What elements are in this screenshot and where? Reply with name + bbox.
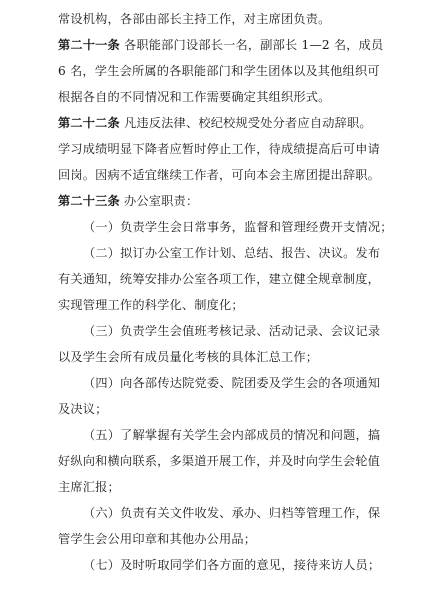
- document-page: [58, 6, 393, 578]
- text-line-11: 有关通知，统筹安排办公室各项工作，建立健全规章制度，: [58, 272, 381, 286]
- text-line-19: 主席汇报；: [58, 480, 120, 494]
- article-21-line: 第二十一条 各职能部门设部长一名，副部长 1—2 名，成员: [58, 38, 384, 52]
- article-21-title: 第二十一条: [58, 38, 120, 52]
- text-line-16: 及决议；: [58, 402, 108, 416]
- duty-item-2: （二）拟订办公室工作计划、总结、报告、决议。发布: [83, 246, 381, 260]
- duty-item-3: （三）负责学生会值班考核记录、活动记录、会议记录: [83, 324, 381, 338]
- text-line-6: 学习成绩明显下降者应暂时停止工作，待成绩提高后可申请: [58, 142, 381, 156]
- text-line-4: 根据各自的不同情况和工作需要确定其组织形式。: [58, 90, 331, 104]
- duty-item-7: （七）及时听取同学们各方面的意见，接待来访人员；: [83, 558, 381, 572]
- article-23-line: 第二十三条 办公室职责：: [58, 194, 199, 208]
- duty-item-5: （五）了解掌握有关学生会内部成员的情况和问题，搞: [83, 428, 381, 442]
- text-line-3: 6 名，学生会所属的各职能部门和学生团体以及其他组织可: [58, 64, 380, 78]
- article-22-title: 第二十二条: [58, 116, 120, 130]
- text-line-14: 以及学生会所有成员量化考核的具体汇总工作；: [58, 350, 319, 364]
- text-line-18: 好纵向和横向联系，多渠道开展工作，并及时向学生会轮值: [58, 454, 381, 468]
- duty-item-1: （一）负责学生会日常事务，监督和管理经费开支情况；: [83, 220, 393, 234]
- duty-item-4: （四）向各部传达院党委、院团委及学生会的各项通知: [83, 376, 381, 390]
- article-22-line: 第二十二条 凡违反法律、校纪校规受处分者应自动辞职。: [58, 116, 372, 130]
- article-23-title: 第二十三条: [58, 194, 120, 208]
- text-line-7: 回岗。因病不适宜继续工作者，可向本会主席团提出辞职。: [58, 168, 381, 182]
- text-line-12: 实现管理工作的科学化、制度化；: [58, 298, 244, 312]
- text-line-21: 管学生会公用印章和其他办公用品；: [58, 532, 257, 546]
- duty-item-6: （六）负责有关文件收发、承办、归档等管理工作，保: [83, 506, 381, 520]
- text-line-1: 常设机构，各部由部长主持工作，对主席团负责。: [58, 12, 331, 26]
